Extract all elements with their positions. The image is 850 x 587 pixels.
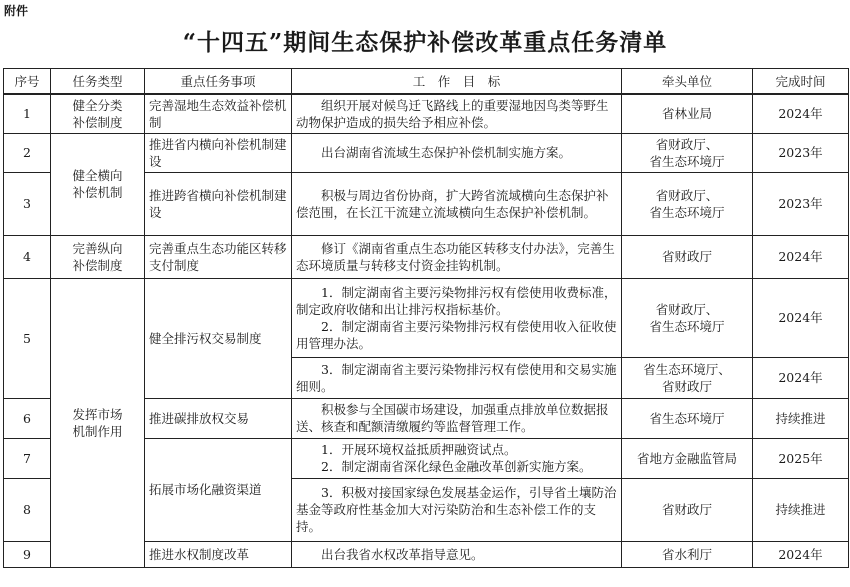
completion-time: 2024年 xyxy=(753,541,849,567)
work-goal: 3．积极对接国家绿色发展基金运作，引导省土壤防治基金等政府性基金加大对污染防治和生态补偿工作的支持。 xyxy=(292,478,622,541)
page-title: “十四五”期间生态保护补偿改革重点任务清单 xyxy=(182,29,668,56)
task-item: 完善重点生态功能区转移支付制度 xyxy=(145,235,292,278)
task-item: 完善湿地生态效益补偿机制 xyxy=(145,94,292,133)
completion-time: 2024年 xyxy=(753,235,849,278)
table-row xyxy=(4,94,849,133)
attachment-label: 附件 xyxy=(4,4,29,18)
table-row xyxy=(4,235,849,278)
task-item: 拓展市场化融资渠道 xyxy=(145,438,292,541)
lead-unit: 省生态环境厅 xyxy=(622,398,753,438)
work-goal: 组织开展对候鸟迁飞路线上的重要湿地因鸟类等野生动物保护造成的损失给予相应补偿。 xyxy=(292,94,622,133)
completion-time: 2023年 xyxy=(753,172,849,235)
column-header: 牵头单位 xyxy=(622,69,753,95)
column-header: 完成时间 xyxy=(753,69,849,95)
completion-time: 2024年 xyxy=(753,278,849,357)
table-row xyxy=(4,278,849,357)
row-number: 7 xyxy=(4,438,51,478)
task-type: 发挥市场 机制作用 xyxy=(51,278,145,567)
row-number: 9 xyxy=(4,541,51,567)
column-header: 重点任务事项 xyxy=(145,69,292,95)
row-number: 5 xyxy=(4,278,51,398)
row-number: 4 xyxy=(4,235,51,278)
lead-unit: 省财政厅、 省生态环境厅 xyxy=(622,172,753,235)
completion-time: 2023年 xyxy=(753,133,849,172)
task-type: 完善纵向 补偿制度 xyxy=(51,235,145,278)
row-number: 6 xyxy=(4,398,51,438)
row-number: 3 xyxy=(4,172,51,235)
row-number: 2 xyxy=(4,133,51,172)
lead-unit: 省财政厅、 省生态环境厅 xyxy=(622,278,753,357)
column-header: 序号 xyxy=(4,69,51,95)
lead-unit: 省财政厅、 省生态环境厅 xyxy=(622,133,753,172)
task-item: 推进省内横向补偿机制建设 xyxy=(145,133,292,172)
column-header: 工 作 目 标 xyxy=(292,69,622,95)
lead-unit: 省生态环境厅、 省财政厅 xyxy=(622,357,753,398)
completion-time: 持续推进 xyxy=(753,478,849,541)
lead-unit: 省财政厅 xyxy=(622,478,753,541)
lead-unit: 省财政厅 xyxy=(622,235,753,278)
column-header: 任务类型 xyxy=(51,69,145,95)
completion-time: 2024年 xyxy=(753,94,849,133)
row-number: 1 xyxy=(4,94,51,133)
row-number: 8 xyxy=(4,478,51,541)
work-goal: 修订《湖南省重点生态功能区转移支付办法》，完善生态环境质量与转移支付资金挂钩机制。 xyxy=(292,235,622,278)
completion-time: 2025年 xyxy=(753,438,849,478)
lead-unit: 省林业局 xyxy=(622,94,753,133)
lead-unit: 省水利厅 xyxy=(622,541,753,567)
work-goal: 积极与周边省份协商，扩大跨省流域横向生态保护补偿范围，在长江干流建立流域横向生态保护补偿机制。 xyxy=(292,172,622,235)
completion-time: 持续推进 xyxy=(753,398,849,438)
task-item: 推进水权制度改革 xyxy=(145,541,292,567)
work-goal: 1．开展环境权益抵质押融资试点。 2．制定湖南省深化绿色金融改革创新实施方案。 xyxy=(292,438,622,478)
lead-unit: 省地方金融监管局 xyxy=(622,438,753,478)
task-type: 健全横向 补偿机制 xyxy=(51,133,145,235)
completion-time: 2024年 xyxy=(753,357,849,398)
task-item: 健全排污权交易制度 xyxy=(145,278,292,398)
table-row xyxy=(4,133,849,172)
work-goal: 出台我省水权改革指导意见。 xyxy=(292,541,622,567)
task-item: 推进跨省横向补偿机制建设 xyxy=(145,172,292,235)
task-item: 推进碳排放权交易 xyxy=(145,398,292,438)
work-goal: 3．制定湖南省主要污染物排污权有偿使用和交易实施细则。 xyxy=(292,357,622,398)
work-goal: 出台湖南省流域生态保护补偿机制实施方案。 xyxy=(292,133,622,172)
table-header-row xyxy=(4,69,849,95)
work-goal: 积极参与全国碳市场建设，加强重点排放单位数据报送、核查和配额清缴履约等监督管理工作。 xyxy=(292,398,622,438)
task-type: 健全分类 补偿制度 xyxy=(51,94,145,133)
work-goal: 1．制定湖南省主要污染物排污权有偿使用收费标准，制定政府收储和出让排污权指标基价。 2．制定湖南省主要污染物排污权有偿使用收入征收使用管理办法。 xyxy=(292,278,622,357)
task-table xyxy=(3,68,849,568)
